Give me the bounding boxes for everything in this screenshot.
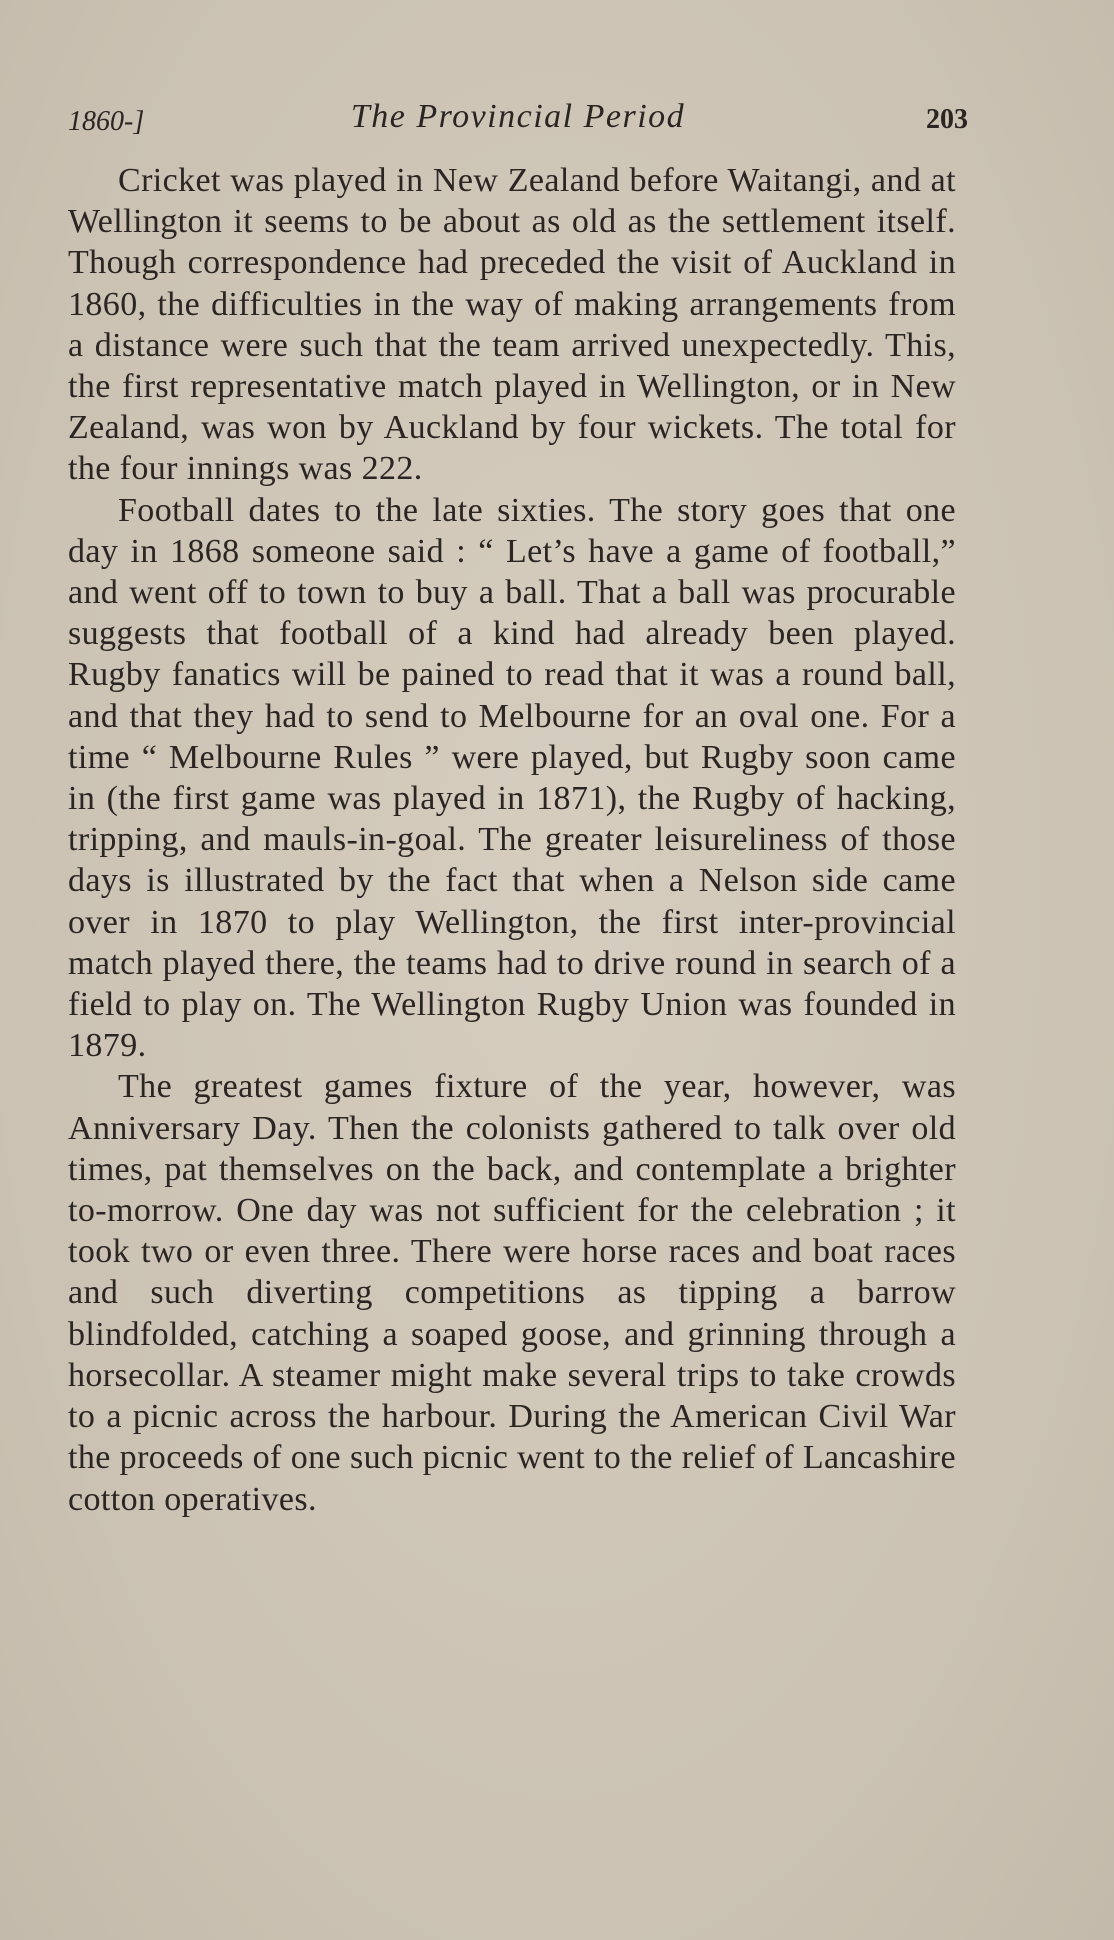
- body-text: [68, 160, 956, 1520]
- paragraph-anniversary-day: The greatest games fixture of the year, however, was Anniversary Day. Then the colonists gathered to talk over old times, pat themselves on the back, and contemplate a brighter to-morrow. One day was not sufficient for the celebration ; it took two or even three. There were horse races and boat races and such diverting competitions as tipping a barrow blindfolded, catching a soaped goose, and grinning through a horsecollar. A steamer might make several trips to take crowds to a picnic across the harbour. During the American Civil War the proceeds of one such picnic went to the relief of Lancashire cotton operatives.: [68, 1068, 956, 1518]
- date-range-marker: 1860-]: [68, 106, 145, 137]
- paragraph-football: Football dates to the late sixties. The story goes that one day in 1868 someone said : “ Let’s have a game of football,” and went off to town to buy a ball. That a ball was procurable suggests that football of a kind had already been played. Rugby fanatics will be pained to read that it was a round ball, and that they had to send to Melbourne for an oval one. For a time “ Melbourne Rules ” were played, but Rugby soon came in (the first game was played in 1871), the Rugby of hacking, tripping, and mauls-in-goal. The greater leisureliness of those days is illustrated by the fact that when a Nelson side came over in 1870 to play Wellington, the first inter-provincial match played there, the teams had to drive round in search of a field to play on. The Wellington Rugby Union was founded in 1879.: [68, 491, 956, 1065]
- paragraph-cricket: Cricket was played in New Zealand before Waitangi, and at Wellington it seems to be about as old as the settlement itself. Though correspondence had preceded the visit of Auckland in 1860, the difficulties in the way of making arrangements from a distance were such that the team arrived unexpectedly. This, the first representative match played in Wellington, or in New Zealand, was won by Auckland by four wickets. The total for the four innings was 222.: [68, 162, 956, 488]
- page-number: 203: [926, 104, 968, 135]
- running-title: The Provincial Period: [350, 98, 686, 135]
- running-head: [68, 98, 968, 148]
